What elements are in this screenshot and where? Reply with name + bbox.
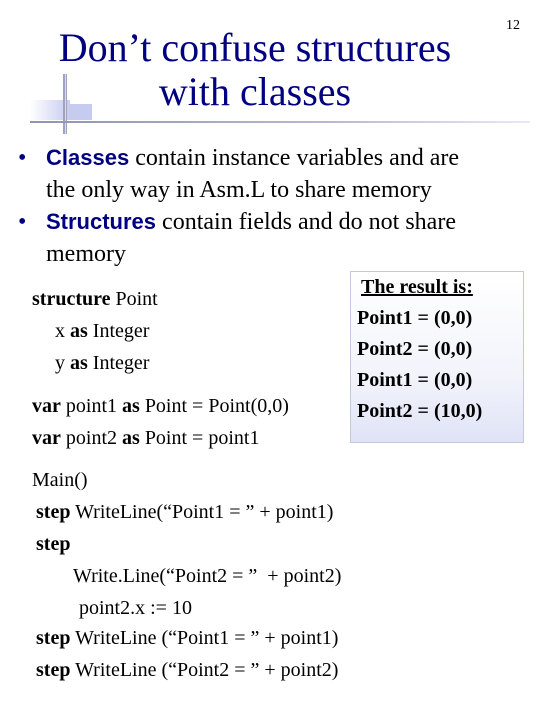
bullet-text-continued: memory (46, 241, 126, 267)
result-box (350, 271, 524, 443)
code-text: Integer (87, 320, 150, 342)
bullet-dot-icon: • (18, 145, 27, 171)
code-step-3 (36, 622, 338, 654)
bullet-dot-icon: • (18, 209, 27, 235)
code-text: point2 (60, 427, 123, 449)
code-text: WriteLine (“Point1 = ” + point1) (70, 627, 339, 649)
code-text: Integer (87, 352, 150, 374)
bullet-text-continued: the only way in Asm.L to share memory (46, 177, 432, 203)
code-var-point1 (32, 390, 289, 422)
code-field-x (55, 315, 149, 347)
result-line: Point2 = (10,0) (357, 400, 483, 422)
code-text: WriteLine (“Point2 = ” + point2) (70, 659, 339, 681)
code-structure-decl (32, 283, 158, 315)
code-text: Point (110, 288, 158, 310)
code-keyword: var (32, 395, 61, 417)
code-main: Main() (32, 469, 88, 491)
code-text: Point = Point(0,0) (139, 395, 289, 417)
code-keyword: step (36, 627, 71, 649)
code-keyword: structure (32, 288, 111, 310)
slide-number: 12 (506, 18, 520, 33)
code-step-2-call: Write.Line(“Point2 = ” + point2) (73, 565, 342, 587)
bullet-item-structures (18, 206, 533, 270)
code-step-1 (36, 496, 333, 528)
code-keyword: as (70, 320, 88, 342)
code-keyword: var (32, 427, 61, 449)
bullet-text: contain instance variables and are (129, 145, 460, 171)
code-keyword: as (70, 352, 88, 374)
bullet-keyword: Structures (46, 209, 157, 234)
code-field-y (55, 347, 149, 379)
title-underline-rule (30, 121, 530, 123)
code-keyword: step (36, 533, 71, 555)
bullet-text: contain fields and do not share (156, 209, 456, 235)
code-text: WriteLine(“Point1 = ” + point1) (70, 501, 334, 523)
slide-title-line-1: Don’t confuse structures (58, 25, 452, 70)
code-var-point2 (32, 422, 259, 454)
code-text: point1 (60, 395, 123, 417)
slide-title-line-2: with classes (158, 69, 352, 114)
code-text: y (55, 352, 70, 374)
code-text: Point = point1 (139, 427, 260, 449)
code-step-4 (36, 654, 338, 686)
code-keyword: step (36, 659, 71, 681)
result-line: Point2 = (0,0) (357, 338, 473, 360)
decorative-square (70, 104, 92, 120)
slide-title (20, 26, 490, 114)
decorative-vertical-highlight (65, 74, 66, 134)
bullet-list (18, 142, 533, 270)
code-assign: point2.x := 10 (79, 597, 192, 619)
result-line: Point1 = (0,0) (357, 307, 473, 329)
code-keyword: as (122, 427, 140, 449)
code-text: x (55, 320, 70, 342)
result-title: The result is: (361, 276, 473, 298)
bullet-keyword: Classes (46, 145, 130, 170)
code-keyword: step (36, 501, 71, 523)
result-line: Point1 = (0,0) (357, 369, 473, 391)
code-step-2 (36, 528, 70, 560)
code-keyword: as (122, 395, 140, 417)
bullet-item-classes (18, 142, 533, 206)
